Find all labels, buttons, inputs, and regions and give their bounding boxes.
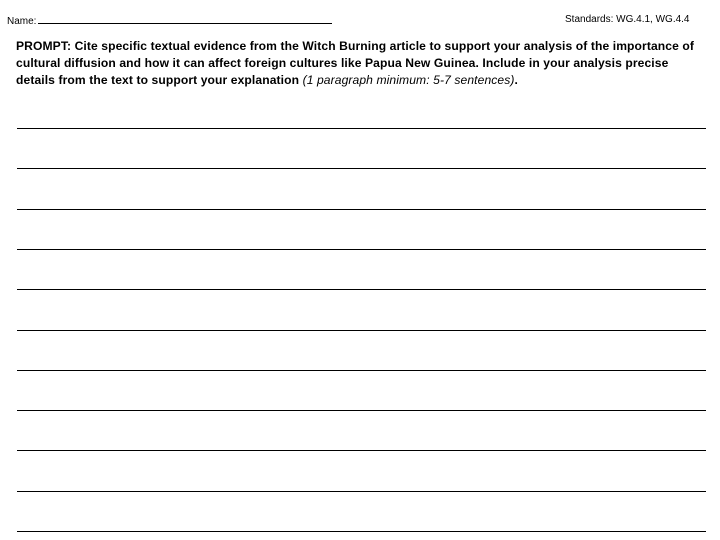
answer-line[interactable] bbox=[17, 330, 706, 331]
answer-line[interactable] bbox=[17, 370, 706, 371]
answer-line[interactable] bbox=[17, 289, 706, 290]
answer-line[interactable] bbox=[17, 168, 706, 169]
prompt-main: PROMPT: Cite specific textual evidence from the Witch Burning article to support your analysis of the importance of cultural diffusion and how it can affect foreign cultures like Papua New Guinea. Include in your analysis precise details from the text to support your explanation bbox=[16, 39, 695, 87]
answer-line[interactable] bbox=[17, 410, 706, 411]
name-label: Name: bbox=[7, 16, 37, 27]
answer-lines bbox=[17, 0, 707, 540]
answer-line[interactable] bbox=[17, 249, 706, 250]
answer-line[interactable] bbox=[17, 450, 706, 451]
standards-label: Standards: WG.4.1, WG.4.4 bbox=[565, 14, 690, 25]
prompt-end: . bbox=[514, 73, 519, 87]
answer-line[interactable] bbox=[17, 128, 706, 129]
answer-line[interactable] bbox=[17, 209, 706, 210]
answer-line[interactable] bbox=[17, 531, 706, 532]
answer-line[interactable] bbox=[17, 491, 706, 492]
prompt-note: (1 paragraph minimum: 5-7 sentences) bbox=[302, 73, 515, 87]
